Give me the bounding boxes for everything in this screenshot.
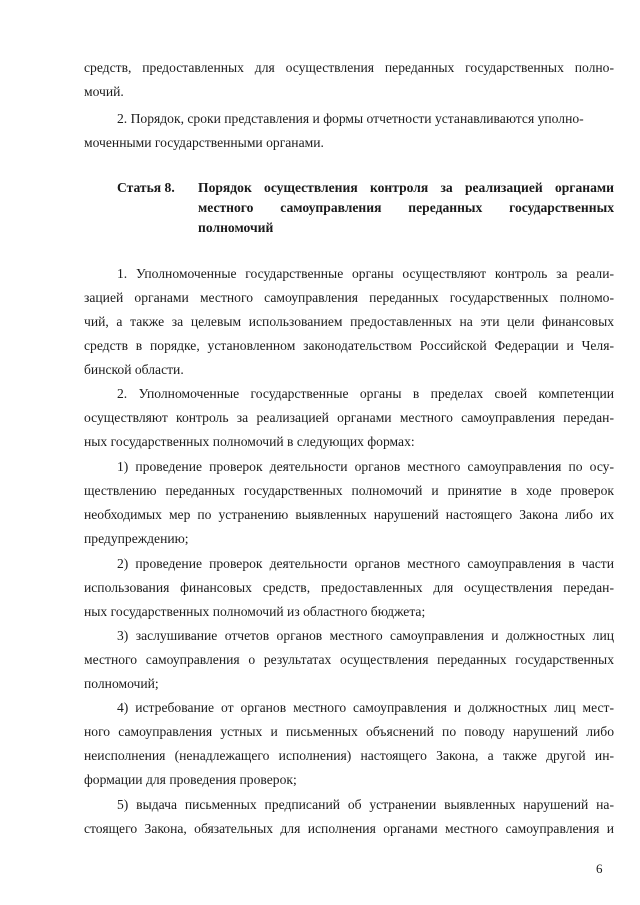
text-line: необходимых мер по устранению выявленных нарушений настоящего Закона либо их: [84, 507, 614, 522]
text-line: неисполнения (ненадлежащего исполнения) настоящего Закона, а также другой ин-: [84, 748, 614, 763]
text-line: 1) проведение проверок деятельности органов местного самоуправления по осу-: [117, 459, 614, 474]
text-line: местного самоуправления о результатах осуществления переданных государственных: [84, 652, 614, 667]
text-line: формации для проведения проверок;: [84, 772, 297, 787]
article-title-line: местного самоуправления переданных государственных: [198, 200, 614, 215]
text-line: ществлению переданных государственных полномочий и принятие в ходе проверок: [84, 483, 614, 498]
article-title-line: Порядок осуществления контроля за реализацией органами: [198, 180, 614, 195]
text-line: 5) выдача письменных предписаний об устранении выявленных нарушений на-: [117, 797, 614, 812]
text-line: ных государственных полномочий в следующих формах:: [84, 434, 415, 449]
text-line: ного самоуправления устных и письменных объяснений по поводу нарушений либо: [84, 724, 614, 739]
text-line: ных государственных полномочий из областного бюджета;: [84, 604, 426, 619]
text-line: бинской области.: [84, 362, 184, 377]
text-line: 2. Порядок, сроки представления и формы отчетности устанавливаются уполно-: [117, 111, 584, 126]
page-number: 6: [596, 861, 603, 876]
text-line: стоящего Закона, обязательных для исполнения органами местного самоуправления и: [84, 821, 614, 836]
article-title-line: полномочий: [198, 220, 274, 235]
text-line: 3) заслушивание отчетов органов местного самоуправления и должностных лиц: [117, 628, 614, 643]
text-line: полномочий;: [84, 676, 159, 691]
text-line: 4) истребование от органов местного самоуправления и должностных лиц мест-: [117, 700, 614, 715]
text-line: чий, а также за целевым использованием предоставленных на эти цели финансовых: [84, 314, 614, 329]
text-line: средств, предоставленных для осуществления переданных государственных полно-: [84, 60, 614, 75]
text-line: 2) проведение проверок деятельности органов местного самоуправления в части: [117, 556, 614, 571]
text-line: использования финансовых средств, предоставленных для осуществления передан-: [84, 580, 614, 595]
text-line: осуществляют контроль за реализацией органами местного самоуправления передан-: [84, 410, 614, 425]
text-line: мочий.: [84, 84, 124, 99]
text-line: 2. Уполномоченные государственные органы в пределах своей компетенции: [117, 386, 614, 401]
text-line: средств в порядке, установленном законодательством Российской Федерации и Челя-: [84, 338, 614, 353]
text-line: предупреждению;: [84, 531, 189, 546]
article-label: Статья 8.: [117, 180, 175, 195]
text-line: 1. Уполномоченные государственные органы осуществляют контроль за реали-: [117, 266, 614, 281]
text-line: моченными государственными органами.: [84, 135, 324, 150]
text-line: зацией органами местного самоуправления переданных государственных полномо-: [84, 290, 614, 305]
